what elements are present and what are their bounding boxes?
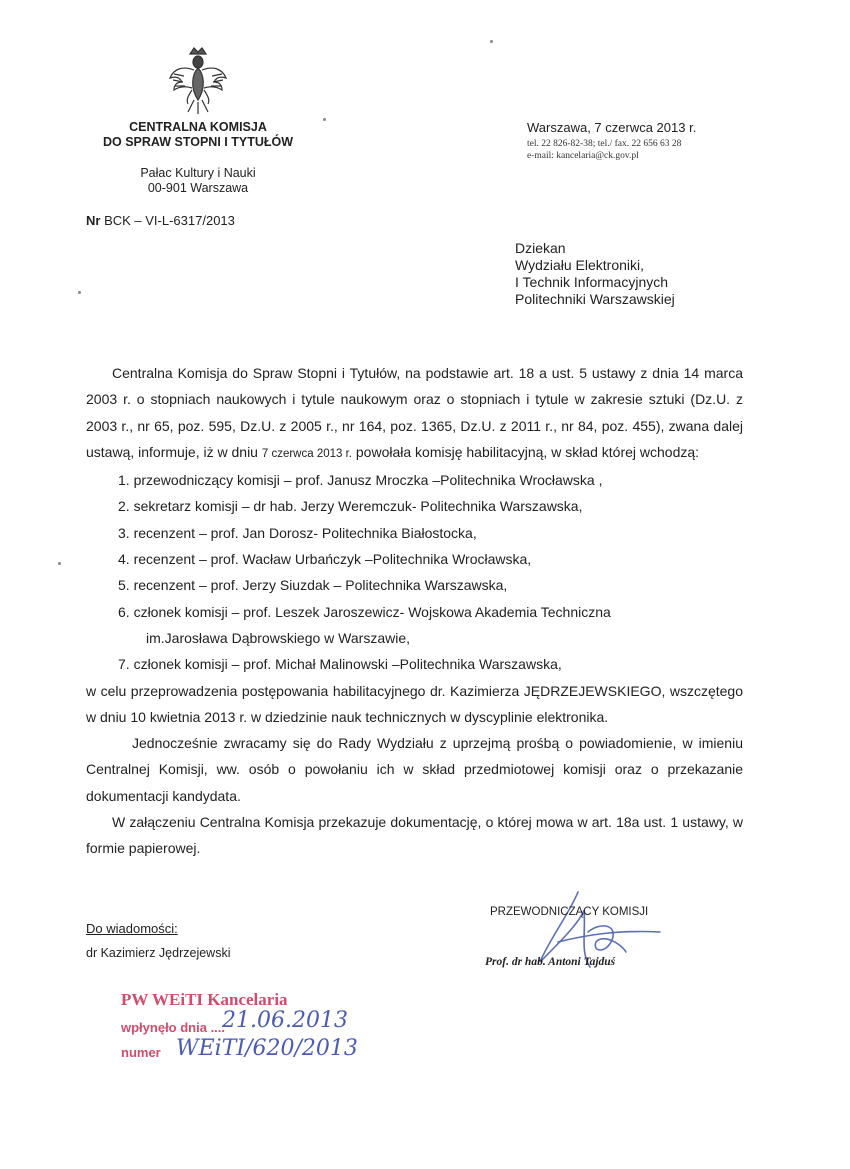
intro-text: Centralna Komisja do Spraw Stopni i Tytułów, na podstawie art. 18 a ust. 5 ustawy z dnia 14 marca 2003 r. o stopniach naukowych i tytule naukowym oraz o stopniach i tytule w zakresie sztuki (Dz.U. z 2003 r., nr 65, poz. 595, Dz.U. z 2005 r., nr 164, poz. 1365, Dz.U. z 2011 r., nr 84, poz. 455), zwana dalej ustawą, informuje, iż w dniu	[86, 365, 743, 460]
reference-prefix: Nr	[86, 213, 101, 228]
address-line1: Pałac Kultury i Nauki	[140, 166, 256, 180]
paragraph-intro	[86, 360, 743, 467]
eagle-emblem-icon	[166, 44, 230, 116]
letter-body	[86, 360, 743, 862]
stamp-title: PW WEiTI Kancelaria	[121, 990, 288, 1009]
stamp-number-label: numer	[121, 1045, 161, 1060]
signer-name: Prof. dr hab. Antoni Tajduś	[485, 956, 616, 968]
issuer-name	[86, 120, 310, 150]
scan-speck	[58, 562, 61, 565]
scan-speck	[490, 40, 493, 43]
recipient-line4: Politechniki Warszawskiej	[515, 291, 675, 307]
issuer-name-line2: DO SPRAW STOPNI I TYTUŁÓW	[102, 135, 294, 149]
paragraph-attachment: W załączeniu Centralna Komisja przekazuje dokumentację, o której mowa w art. 18a ust. 1 ustawy, w formie papierowej.	[86, 814, 743, 857]
cc-recipient: dr Kazimierz Jędrzejewski	[86, 946, 231, 960]
intro-text-end: powołała komisję habilitacyjną, w skład której wchodzą:	[355, 443, 700, 460]
address-line2: 00-901 Warszawa	[147, 181, 249, 195]
recipient-line2: Wydziału Elektroniki,	[515, 257, 645, 273]
stamp-received-label: wpłynęło dnia ....	[121, 1020, 226, 1035]
issuer-name-line1: CENTRALNA KOMISJA	[129, 120, 267, 134]
committee-member-continuation: im.Jarosława Dąbrowskiego w Warszawie,	[146, 629, 411, 646]
committee-member: 5. recenzent – prof. Jerzy Siuzdak – Politechnika Warszawska,	[118, 577, 508, 594]
paragraph-purpose: w celu przeprowadzenia postępowania habilitacyjnego dr. Kazimierza JĘDRZEJEWSKIEGO, wszczętego w dniu 10 kwietnia 2013 r. w dziedzinie nauk technicznych w dyscyplinie elektronika.	[86, 682, 743, 725]
recipient-block	[515, 240, 675, 308]
paragraph-request: Jednocześnie zwracamy się do Rady Wydziału z uprzejmą prośbą o powiadomienie, w imieniu Centralnej Komisji, ww. osób o powołaniu ich w skład przedmiotowej komisji oraz o przekazanie dokumentacji kandydata.	[86, 735, 743, 804]
reference-number	[86, 213, 235, 228]
scan-speck	[323, 118, 326, 121]
committee-member: 2. sekretarz komisji – dr hab. Jerzy Weremczuk- Politechnika Warszawska,	[118, 498, 583, 515]
committee-member: 6. członek komisji – prof. Leszek Jaroszewicz- Wojskowa Akademia Techniczna	[118, 603, 611, 620]
recipient-line3: I Technik Informacyjnych	[515, 274, 669, 290]
place-date: Warszawa, 7 czerwca 2013 r.	[527, 120, 697, 135]
issuer-address	[86, 166, 310, 196]
committee-member: 4. recenzent – prof. Wacław Urbańczyk –Politechnika Wrocławska,	[118, 551, 532, 568]
cc-label: Do wiadomości:	[86, 921, 178, 936]
contact-email: e-mail: kancelaria@ck.gov.pl	[527, 151, 639, 161]
committee-member: 7. członek komisji – prof. Michał Malinowski –Politechnika Warszawska,	[118, 656, 562, 673]
scan-speck	[78, 291, 81, 294]
recipient-line1: Dziekan	[515, 240, 566, 256]
committee-member: 1. przewodniczący komisji – prof. Janusz Mroczka –Politechnika Wrocławska ,	[118, 472, 603, 489]
contact-phone: tel. 22 826-82-38; tel./ fax. 22 656 63 28	[527, 139, 682, 149]
committee-member: 3. recenzent – prof. Jan Dorosz- Politechnika Białostocka,	[118, 524, 477, 541]
handwritten-received-date: 21.06.2013	[222, 1008, 348, 1033]
reference-value: BCK – VI-L-6317/2013	[104, 213, 235, 228]
contact-info	[527, 138, 681, 162]
signer-title: PRZEWODNICZĄCY KOMISJI	[490, 906, 649, 918]
handwritten-registry-number: WEiTI/620/2013	[176, 1036, 358, 1061]
appointment-date: 7 czerwca 2013 r.	[261, 447, 352, 460]
